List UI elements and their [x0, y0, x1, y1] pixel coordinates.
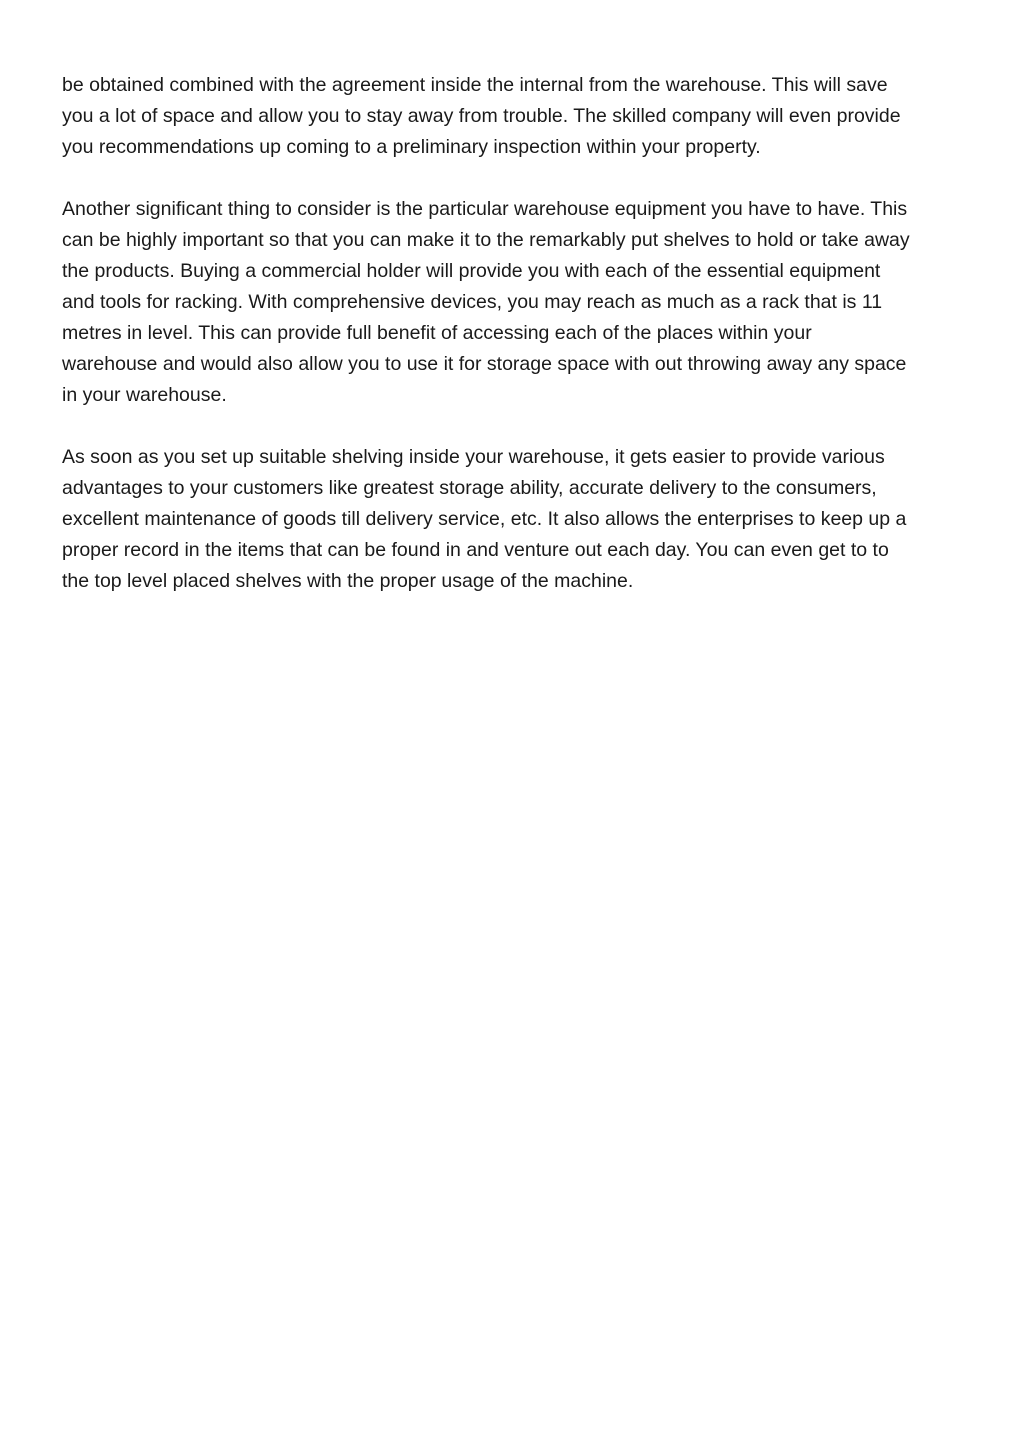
paragraph-line: you a lot of space and allow you to stay away from trouble. The skilled company will even provide: [62, 105, 901, 127]
paragraph-line: in your warehouse.: [62, 384, 227, 406]
paragraph-3: [62, 442, 972, 597]
paragraph-line: metres in level. This can provide full benefit of accessing each of the places within your: [62, 322, 812, 344]
paragraph-2: [62, 194, 972, 411]
paragraph-line: advantages to your customers like greatest storage ability, accurate delivery to the consumers,: [62, 477, 877, 499]
paragraph-line: can be highly important so that you can make it to the remarkably put shelves to hold or take away: [62, 229, 910, 251]
paragraph-line: proper record in the items that can be found in and venture out each day. You can even get to to: [62, 539, 889, 561]
paragraph-line: the products. Buying a commercial holder will provide you with each of the essential equipment: [62, 260, 881, 282]
paragraph-line: excellent maintenance of goods till delivery service, etc. It also allows the enterprises to keep up a: [62, 508, 907, 530]
paragraph-line: be obtained combined with the agreement inside the internal from the warehouse. This will save: [62, 74, 888, 96]
paragraph-line: and tools for racking. With comprehensive devices, you may reach as much as a rack that is 11: [62, 291, 883, 313]
paragraph-line: As soon as you set up suitable shelving inside your warehouse, it gets easier to provide various: [62, 446, 885, 468]
document-page: [62, 70, 972, 628]
paragraph-line: you recommendations up coming to a preliminary inspection within your property.: [62, 136, 761, 158]
paragraph-line: Another significant thing to consider is the particular warehouse equipment you have to have. This: [62, 198, 908, 220]
paragraph-1: [62, 70, 972, 163]
paragraph-line: the top level placed shelves with the proper usage of the machine.: [62, 570, 634, 592]
paragraph-line: warehouse and would also allow you to use it for storage space with out throwing away any space: [62, 353, 907, 375]
